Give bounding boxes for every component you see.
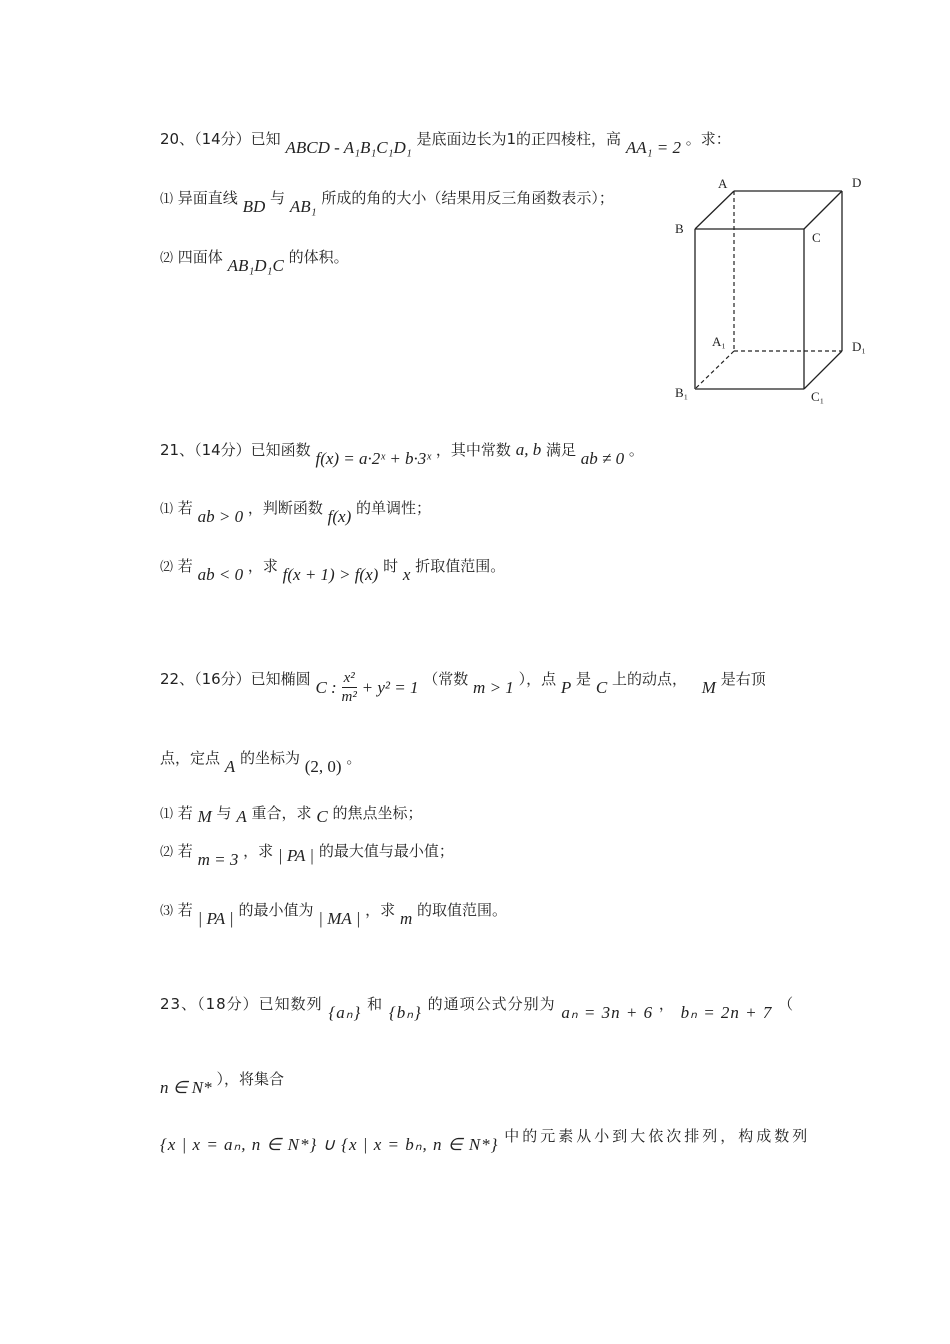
edge-A1B1-hidden bbox=[695, 351, 734, 389]
q22-part1-A: A bbox=[236, 807, 247, 826]
q22-part1-num: ⑴ bbox=[160, 807, 174, 822]
q22-frac-num: x² bbox=[342, 669, 357, 688]
q22-part1-text-b: 与 bbox=[216, 804, 232, 822]
q20-part2 bbox=[160, 246, 349, 275]
q20-part2-num: ⑵ bbox=[160, 251, 174, 266]
edge-AB bbox=[695, 191, 734, 229]
q23-title-line bbox=[160, 993, 795, 1022]
q21-part2 bbox=[160, 555, 506, 584]
label-D: D bbox=[852, 175, 862, 190]
q22-header: 22、（16分）已知椭圆 bbox=[160, 670, 311, 688]
q20-part1-text-c: 所成的角的大小（结果用反三角函数表示）； bbox=[321, 189, 614, 207]
q23-line2-b: ），将集合 bbox=[216, 1070, 284, 1088]
q20-part2-text-b: 的体积。 bbox=[288, 248, 349, 266]
q23-set-expr: {x | x = aₙ, n ∈ N*} ∪ {x | x = bₙ, n ∈ N*} bbox=[160, 1135, 499, 1154]
q22-part2 bbox=[160, 840, 454, 869]
q23-seq-b: {bₙ} bbox=[388, 1003, 422, 1022]
q22-part1-text-d: 的焦点坐标； bbox=[332, 804, 423, 822]
q23-and: 和 bbox=[367, 995, 384, 1013]
q21-part2-cond: ab < 0 bbox=[197, 565, 244, 584]
q21-title-line bbox=[160, 439, 644, 468]
q21-part1-num: ⑴ bbox=[160, 502, 174, 517]
q22-part3-text-d: 的取值范围。 bbox=[417, 901, 508, 919]
q21-part2-num: ⑵ bbox=[160, 560, 174, 575]
q22-part1 bbox=[160, 802, 423, 826]
q20-title-line bbox=[160, 128, 731, 157]
q20-tail: 。求： bbox=[685, 130, 731, 148]
q22-line2 bbox=[160, 747, 362, 776]
q22-part3-num: ⑶ bbox=[160, 904, 174, 919]
q21-part2-text-c: 时 bbox=[383, 557, 399, 575]
q22-part2-num: ⑵ bbox=[160, 845, 174, 860]
q23-desc: 的通项公式分别为 bbox=[427, 995, 556, 1013]
q22-part2-text-b: ，求 bbox=[243, 842, 274, 860]
q22-right-vertex: 是右顶 bbox=[720, 670, 766, 688]
q20-header: 20、（14分）已知 bbox=[160, 130, 281, 148]
q22-line2-c: 。 bbox=[346, 749, 362, 767]
q22-part3 bbox=[160, 899, 508, 928]
q22-part1-C: C bbox=[316, 807, 328, 826]
q20-part1-text-a: 异面直线 bbox=[177, 189, 238, 207]
q23-header: 23、（18分）已知数列 bbox=[160, 995, 323, 1013]
label-C: C bbox=[812, 230, 821, 245]
q22-part3-m: m bbox=[399, 909, 413, 928]
q23-bn: bₙ = 2n + 7 bbox=[680, 1003, 773, 1022]
q23-comma: ， bbox=[658, 995, 675, 1013]
q20-part1 bbox=[160, 187, 614, 216]
q21-part1-f: f(x) bbox=[327, 507, 352, 526]
q22-part2-text-a: 若 bbox=[177, 842, 193, 860]
q22-part3-text-a: 若 bbox=[177, 901, 193, 919]
q22-fraction bbox=[342, 669, 357, 706]
q22-part3-MA: | MA | bbox=[318, 909, 361, 928]
edge-D1C1 bbox=[804, 351, 842, 389]
label-D1: D₁ bbox=[852, 339, 866, 354]
q20-part1-ab1: AB₁ bbox=[289, 197, 317, 216]
q22-frac-den: m² bbox=[341, 689, 357, 705]
q21-tail: 。 bbox=[628, 441, 644, 459]
q21-part1-text-b: ，判断函数 bbox=[247, 499, 323, 517]
q22-part2-m: m = 3 bbox=[197, 850, 239, 869]
q20-part2-text-a: 四面体 bbox=[177, 248, 223, 266]
q21-consts: a, b bbox=[515, 440, 542, 459]
label-B1: B₁ bbox=[675, 385, 689, 400]
edge-DC bbox=[804, 191, 842, 229]
q21-part1-text-a: 若 bbox=[177, 499, 193, 517]
label-C1: C₁ bbox=[811, 389, 825, 404]
q22-C: C bbox=[595, 678, 608, 697]
q21-function: f(x) = a·2ˣ + b·3ˣ bbox=[315, 449, 432, 468]
q22-A: A bbox=[224, 757, 236, 776]
q21-satisfy: 满足 bbox=[545, 441, 576, 459]
q21-mid: ，其中常数 bbox=[435, 441, 511, 459]
q23-an: aₙ = 3n + 6 bbox=[561, 1003, 654, 1022]
q21-part2-text-b: ，求 bbox=[247, 557, 278, 575]
q22-part2-PA: | PA | bbox=[277, 846, 315, 865]
q20-prism: ABCD - A₁B₁C₁D₁ bbox=[285, 138, 412, 157]
q21-part2-text-d: 折取值范围。 bbox=[415, 557, 506, 575]
q23-n-in: n ∈ N* bbox=[160, 1078, 212, 1097]
q20-part1-bd: BD bbox=[242, 197, 266, 216]
q23-line3-b: 中的元素从小到大依次排列，构成数列 bbox=[504, 1127, 811, 1145]
q22-part1-text-a: 若 bbox=[177, 804, 193, 822]
q21-part2-x: x bbox=[402, 565, 411, 584]
q22-part1-M: M bbox=[197, 807, 212, 826]
q22-part3-PA: | PA | bbox=[197, 909, 234, 928]
label-A: A bbox=[718, 176, 728, 191]
q22-part2-text-c: 的最大值与最小值； bbox=[318, 842, 454, 860]
q23-paren-open: （ bbox=[778, 995, 795, 1013]
q20-desc: 是底面边长为1的正四棱柱，高 bbox=[416, 130, 622, 148]
prism-figure bbox=[660, 168, 880, 408]
q22-line2-a: 点，定点 bbox=[160, 749, 221, 767]
q22-coord: (2, 0) bbox=[304, 757, 342, 776]
q23-seq-a: {aₙ} bbox=[328, 1003, 362, 1022]
q20-part1-num: ⑴ bbox=[160, 192, 174, 207]
label-A1: A₁ bbox=[712, 334, 726, 349]
q22-line2-b: 的坐标为 bbox=[239, 749, 300, 767]
q21-part2-ineq: f(x + 1) > f(x) bbox=[282, 565, 379, 584]
q22-part1-text-c: 重合，求 bbox=[251, 804, 312, 822]
q22-is: 是 bbox=[576, 670, 592, 688]
q22-ellipse-lhs: C : bbox=[315, 678, 337, 697]
q22-ellipse-rhs: + y² = 1 bbox=[361, 678, 419, 697]
q21-part1-cond: ab > 0 bbox=[197, 507, 244, 526]
q21-part1-text-c: 的单调性； bbox=[356, 499, 432, 517]
q23-line3 bbox=[160, 1125, 811, 1154]
q22-const-b: ），点 bbox=[518, 670, 557, 688]
q23-line2 bbox=[160, 1068, 284, 1097]
q20-part2-tetra: AB₁D₁C bbox=[227, 256, 284, 275]
q21-part1 bbox=[160, 497, 432, 526]
q22-part3-text-c: ，求 bbox=[365, 901, 396, 919]
q22-title-line bbox=[160, 661, 766, 705]
q21-cond: ab ≠ 0 bbox=[580, 449, 625, 468]
q22-const-a: （常数 bbox=[423, 670, 469, 688]
q20-height: AA₁ = 2 bbox=[625, 138, 681, 157]
q20-part1-text-b: 与 bbox=[270, 189, 286, 207]
q22-M: M bbox=[701, 678, 716, 697]
q22-moving: 上的动点， bbox=[611, 670, 687, 688]
label-B: B bbox=[675, 221, 684, 236]
q21-part2-text-a: 若 bbox=[177, 557, 193, 575]
q22-P: P bbox=[560, 678, 572, 697]
q21-header: 21、（14分）已知函数 bbox=[160, 441, 311, 459]
q22-const-m: m > 1 bbox=[473, 678, 514, 697]
q22-part3-text-b: 的最小值为 bbox=[238, 901, 314, 919]
